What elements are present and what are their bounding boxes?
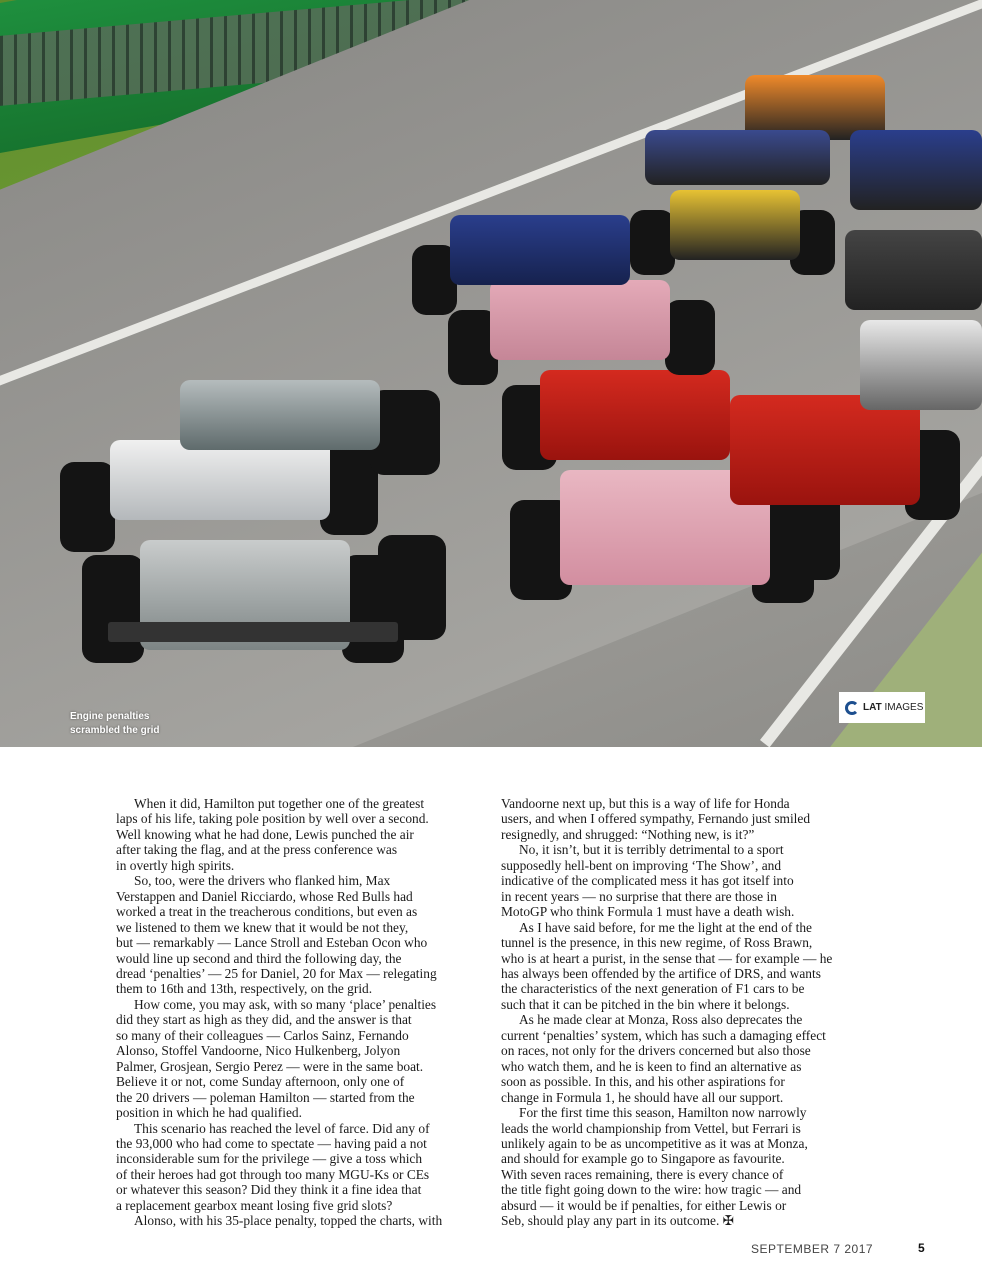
article-line: With seven races remaining, there is every chance of: [501, 1166, 784, 1182]
article-line: and should for example go to Singapore as favourite.: [501, 1151, 785, 1167]
article-line: Believe it or not, come Sunday afternoon, only one of: [116, 1074, 405, 1090]
article-line: the 93,000 who had come to spectate — having paid a not: [116, 1135, 427, 1151]
issue-date: SEPTEMBER 7 2017: [751, 1242, 874, 1256]
article-line: current ‘penalties’ system, which has such a damaging effect: [501, 1027, 826, 1043]
article-line: would line up second and third the following day, the: [116, 950, 402, 966]
article-column-2: [501, 796, 871, 1229]
article-line: a replacement gearbox meant losing five grid slots?: [116, 1197, 393, 1213]
article-line: When it did, Hamilton put together one of the greatest: [134, 796, 425, 811]
article-line: soon as possible. In this, and his other aspirations for: [501, 1074, 785, 1090]
article-line: change in Formula 1, he should have all our support.: [501, 1089, 784, 1105]
article-line: So, too, were the drivers who flanked him, Max: [134, 873, 391, 889]
article-line: users, and when I offered sympathy, Fernando just smiled: [501, 811, 811, 827]
article-line: dread ‘penalties’ — 25 for Daniel, 20 for Max — relegating: [116, 965, 437, 981]
article-line: in overtly high spirits.: [116, 857, 235, 873]
article-line: the title fight going down to the wire: how tragic — and: [501, 1182, 802, 1198]
article-line: who is at heart a purist, in the sense that — for example — he: [501, 950, 833, 966]
article-line: Well knowing what he had done, Lewis punched the air: [116, 826, 414, 842]
article-line: or whatever this season? Did they think it a fine idea that: [116, 1182, 422, 1198]
article-line: the 20 drivers — poleman Hamilton — started from the: [116, 1089, 415, 1105]
article-line: them to 16th and 13th, respectively, on the grid.: [116, 981, 373, 997]
article-line: tunnel is the presence, in this new regime, of Ross Brawn,: [501, 935, 813, 951]
article-line: This scenario has reached the level of farce. Did any of: [134, 1120, 430, 1136]
article-line: absurd — it would be if penalties, for either Lewis or: [501, 1197, 787, 1213]
article-line: Verstappen and Daniel Ricciardo, whose Red Bulls had: [116, 888, 413, 904]
article-line: How come, you may ask, with so many ‘place’ penalties: [134, 996, 437, 1012]
article-line: inconsiderable sum for the privilege — give a toss which: [116, 1151, 423, 1167]
article-line: such that it can be pitched in the bin where it belongs.: [501, 996, 790, 1012]
article-line: No, it isn’t, but it is terribly detrimental to a sport: [519, 842, 784, 858]
article-line: in recent years — no surprise that there are those in: [501, 888, 777, 904]
article-line: leads the world championship from Vettel, but Ferrari is: [501, 1120, 801, 1136]
article-line: position in which he had qualified.: [116, 1105, 302, 1121]
page-number: 5: [918, 1241, 925, 1255]
article-line: indicative of the complicated mess it has got itself into: [501, 873, 794, 889]
article-line: Seb, should play any part in its outcome. ✠: [501, 1213, 734, 1229]
lat-logo-icon: [845, 701, 859, 715]
photo-caption: [70, 710, 159, 738]
article-line: did they start as high as they did, and the answer is that: [116, 1012, 412, 1028]
caption-line: Engine penalties: [70, 711, 150, 722]
article-line: who watch them, and he is keen to find an alternative as: [501, 1058, 802, 1074]
article-line: we listened to them we knew that it would be not they,: [116, 919, 409, 935]
article-line: so many of their colleagues — Carlos Sainz, Fernando: [116, 1027, 409, 1043]
article-line: has always been offended by the artifice of DRS, and wants: [501, 965, 821, 981]
article-line: after taking the flag, and at the press conference was: [116, 842, 398, 858]
article-line: supposedly hell-bent on improving ‘The Show’, and: [501, 857, 782, 873]
article-line: Alonso, with his 35-place penalty, topped the charts, with: [134, 1213, 443, 1229]
article-line: Alonso, Stoffel Vandoorne, Nico Hulkenberg, Jolyon: [116, 1043, 401, 1059]
article-line: MotoGP who think Formula 1 must have a death wish.: [501, 904, 795, 920]
photo-credit-badge: [839, 692, 925, 723]
article-line: of their heroes had got through too many MGU-Ks or CEs: [116, 1166, 430, 1182]
article-line: on races, not only for the drivers concerned but also those: [501, 1043, 811, 1059]
article-line: For the first time this season, Hamilton now narrowly: [519, 1105, 807, 1121]
caption-line: scrambled the grid: [70, 725, 160, 736]
article-line: laps of his life, taking pole position by well over a second.: [116, 811, 429, 827]
photo-credit: LAT IMAGES: [863, 702, 924, 713]
article-column-1: [116, 796, 476, 1229]
article-line: unlikely again to be as uncompetitive as it was at Monza,: [501, 1135, 808, 1151]
article-line: but — remarkably — Lance Stroll and Esteban Ocon who: [116, 935, 428, 951]
article-line: resignedly, and shrugged: “Nothing new, is it?”: [501, 826, 755, 842]
article-line: the characteristics of the next generation of F1 cars to be: [501, 981, 805, 997]
article-line: As I have said before, for me the light at the end of the: [519, 919, 813, 935]
article-line: Palmer, Grosjean, Sergio Perez — were in the same boat.: [116, 1058, 424, 1074]
article-line: Vandoorne next up, but this is a way of life for Honda: [501, 796, 790, 811]
article-line: As he made clear at Monza, Ross also deprecates the: [519, 1012, 803, 1028]
article-line: worked a treat in the treacherous conditions, but even as: [116, 904, 418, 920]
